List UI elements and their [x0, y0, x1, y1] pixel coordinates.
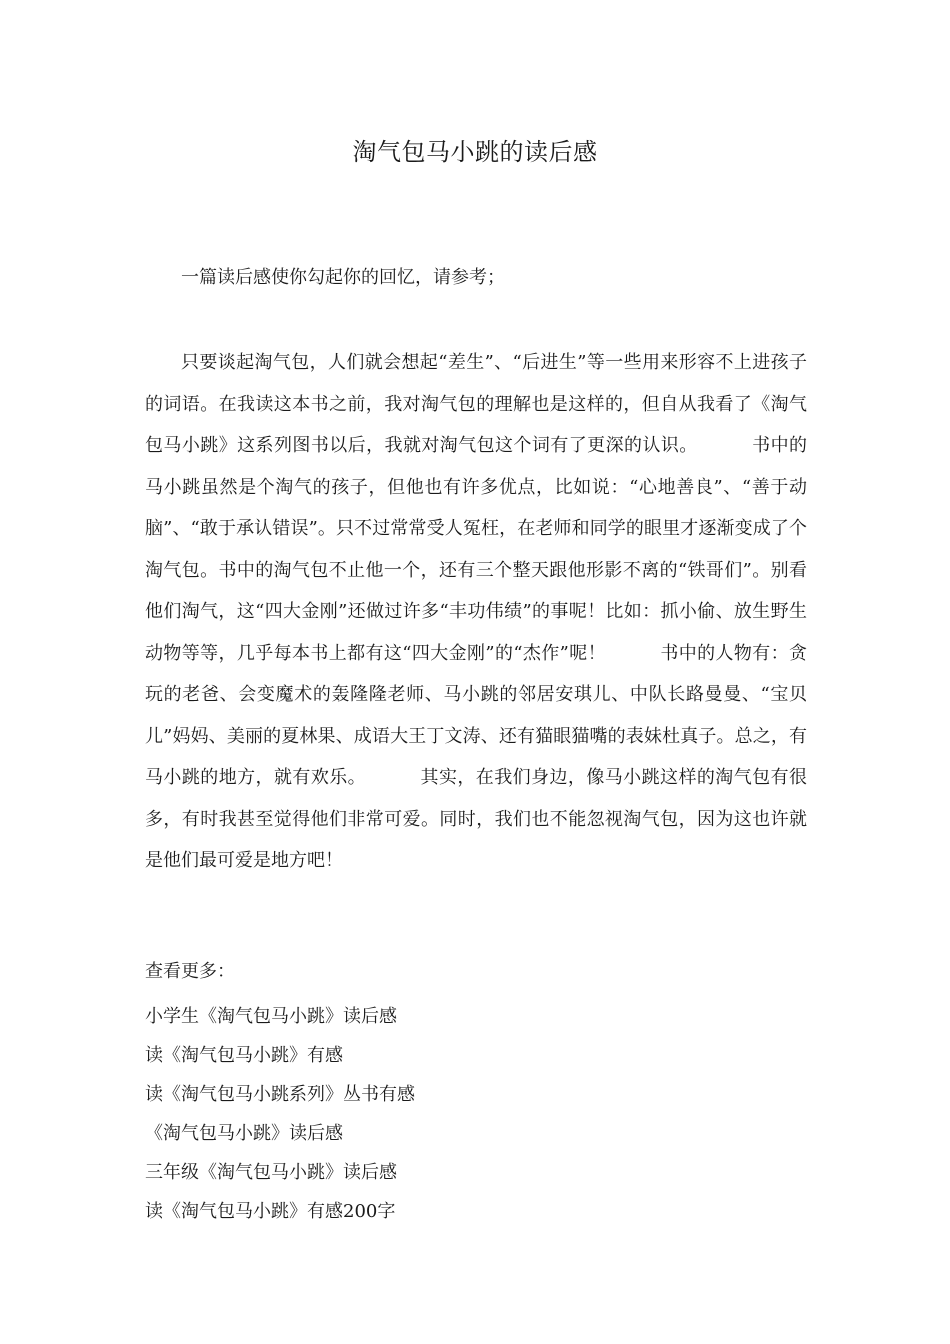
- related-article-link[interactable]: 小学生《淘气包马小跳》读后感: [145, 1006, 397, 1027]
- related-article-link[interactable]: 读《淘气包马小跳》有感: [145, 1045, 343, 1066]
- body-part-4: 其实，在我们身边，像马小跳这样的淘气包有很多，有时我甚至觉得他们非常可爱。同时，我们也不能忽视淘气包，因为这也许就是他们最可爱是地方吧！: [145, 767, 808, 871]
- related-article-item[interactable]: [145, 1075, 415, 1114]
- body-paragraph: [145, 342, 807, 882]
- related-article-link[interactable]: 读《淘气包马小跳》有感200字: [145, 1201, 396, 1222]
- more-heading: 查看更多：: [145, 961, 235, 982]
- related-article-link[interactable]: 读《淘气包马小跳系列》丛书有感: [145, 1084, 415, 1105]
- body-part-2: 书中的马小跳虽然是个淘气的孩子，但他也有许多优点，比如说：“心地善良”、“善于动脑”、“敢于承认错误”。只不过常常受人冤枉，在老师和同学的眼里才逐渐变成了个淘气包。书中的淘气包不止他一个，还有三个整天跟他形影不离的“铁哥们”。别看他们淘气，这“四大金刚”还做过许多“丰功伟绩”的事呢！比如：抓小偷、放生野生动物等等，几乎每本书上都有这“四大金刚”的“杰作”呢！: [145, 435, 808, 664]
- related-article-item[interactable]: [145, 1114, 415, 1153]
- related-article-item[interactable]: [145, 1036, 415, 1075]
- related-article-link[interactable]: 三年级《淘气包马小跳》读后感: [145, 1162, 397, 1183]
- related-article-link[interactable]: 《淘气包马小跳》读后感: [145, 1123, 343, 1144]
- page-title: 淘气包马小跳的读后感: [352, 138, 598, 166]
- intro-paragraph: 一篇读后感使你勾起你的回忆，请参考；: [181, 267, 505, 288]
- related-article-item[interactable]: [145, 997, 415, 1036]
- related-articles-list: [145, 997, 415, 1231]
- related-article-item[interactable]: [145, 1192, 415, 1231]
- related-article-item[interactable]: [145, 1153, 415, 1192]
- body-part-1: 只要谈起淘气包，人们就会想起“差生”、“后进生”等一些用来形容不上进孩子的词语。在我读这本书之前，我对淘气包的理解也是这样的，但自从我看了《淘气包马小跳》这系列图书以后，我就对淘气包这个词有了更深的认识。: [145, 352, 807, 456]
- body-part-3: 书中的人物有：贪玩的老爸、会变魔术的轰隆隆老师、马小跳的邻居安琪儿、中队长路曼曼、“宝贝儿”妈妈、美丽的夏林果、成语大王丁文涛、还有猫眼猫嘴的表妹杜真子。总之，有马小跳的地方，就有欢乐。: [145, 642, 807, 788]
